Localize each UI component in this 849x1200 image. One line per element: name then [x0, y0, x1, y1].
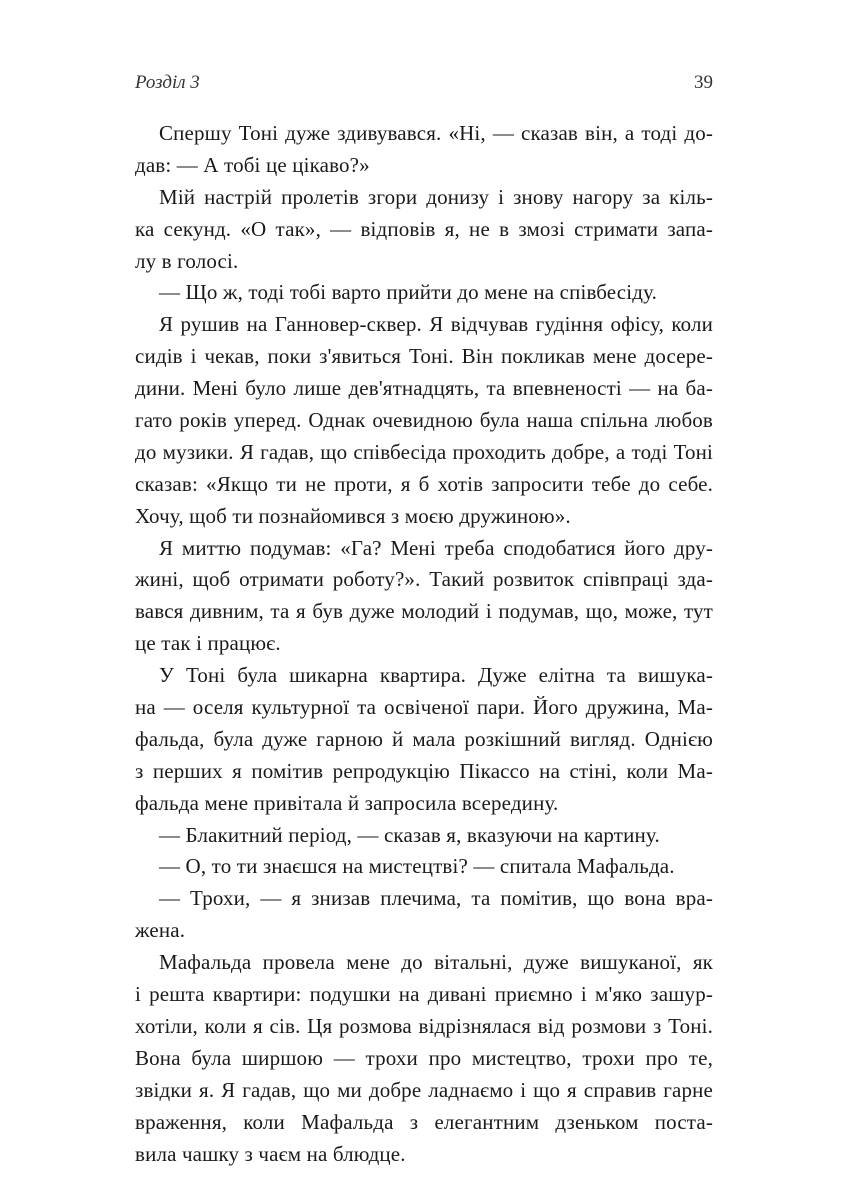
text-line: враження, коли Мафальда з елегантним дзеньком поста-: [135, 1109, 713, 1134]
text-line: ка секунд. «О так», — відповів я, не в змозі стримати запа-: [135, 216, 713, 241]
text-line: — Що ж, тоді тобі варто прийти до мене на співбесіду.: [159, 280, 658, 305]
text-line: фальда мене привітала й запросила всередину.: [135, 790, 559, 815]
running-header: [135, 72, 713, 100]
text-line: У Тоні була шикарна квартира. Дуже елітна та вишука-: [159, 663, 713, 688]
text-line: Мафальда провела мене до вітальні, дуже вишуканої, як: [159, 950, 713, 975]
text-line: Хочу, щоб ти познайомився з моєю дружиною».: [135, 503, 571, 528]
text-line: Вона була ширшою — трохи про мистецтво, трохи про те,: [135, 1045, 713, 1070]
text-line: вила чашку з чаєм на блюдце.: [135, 1141, 406, 1166]
text-line: хотіли, коли я сів. Ця розмова відрізнялася від розмови з Тоні.: [135, 1013, 713, 1038]
text-line: — Блакитний період, — сказав я, вказуючи на картину.: [159, 822, 660, 847]
text-line: Я рушив на Ганновер-сквер. Я відчував гудіння офісу, коли: [159, 312, 713, 337]
text-line: з перших я помітив репродукцію Пікассо на стіні, коли Ма-: [135, 758, 713, 783]
text-line: Спершу Тоні дуже здивувався. «Ні, — сказав він, а тоді до-: [159, 121, 713, 145]
text-line: на — оселя культурної та освіченої пари. Його дружина, Ма-: [135, 695, 713, 720]
page-number: 39: [694, 72, 713, 93]
text-line: Я миттю подумав: «Га? Мені треба сподобатися його дру-: [159, 535, 713, 560]
text-line: гато років уперед. Однак очевидною була наша спільна любов: [135, 408, 713, 433]
text-line: до музики. Я гадав, що співбесіда проходить добре, а тоді Тоні: [135, 439, 713, 464]
text-line: і решта квартири: подушки на дивані приємно і м'яко зашур-: [135, 982, 713, 1007]
text-line: дав: — А тобі це цікаво?»: [135, 152, 370, 177]
text-line: сказав: «Якщо ти не проти, я б хотів запросити тебе до себе.: [135, 471, 713, 496]
text-line: лу в голосі.: [135, 248, 239, 273]
body-text: [135, 118, 713, 1170]
text-line: дини. Мені було лише дев'ятнадцять, та впевненості — на ба-: [135, 376, 713, 401]
text-line: Мій настрій пролетів згори донизу і знову нагору за кіль-: [159, 184, 713, 209]
chapter-label: Розділ 3: [135, 72, 200, 93]
text-line: звідки я. Я гадав, що ми добре ладнаємо і що я справив гарне: [135, 1077, 713, 1102]
text-line: жині, щоб отримати роботу?». Такий розвиток співпраці зда-: [135, 567, 713, 592]
text-line: сидів і чекав, поки з'явиться Тоні. Він покликав мене досере-: [135, 344, 713, 369]
text-line: — Трохи, — я знизав плечима, та помітив, що вона вра-: [159, 886, 713, 911]
text-line: вався дивним, та я був дуже молодий і подумав, що, може, тут: [135, 599, 713, 624]
text-line: жена.: [135, 918, 186, 943]
text-line: — О, то ти знаєшся на мистецтві? — спитала Мафальда.: [159, 854, 675, 879]
text-line: фальда, була дуже гарною й мала розкішний вигляд. Однією: [135, 726, 713, 751]
text-line: це так і працює.: [135, 631, 281, 656]
